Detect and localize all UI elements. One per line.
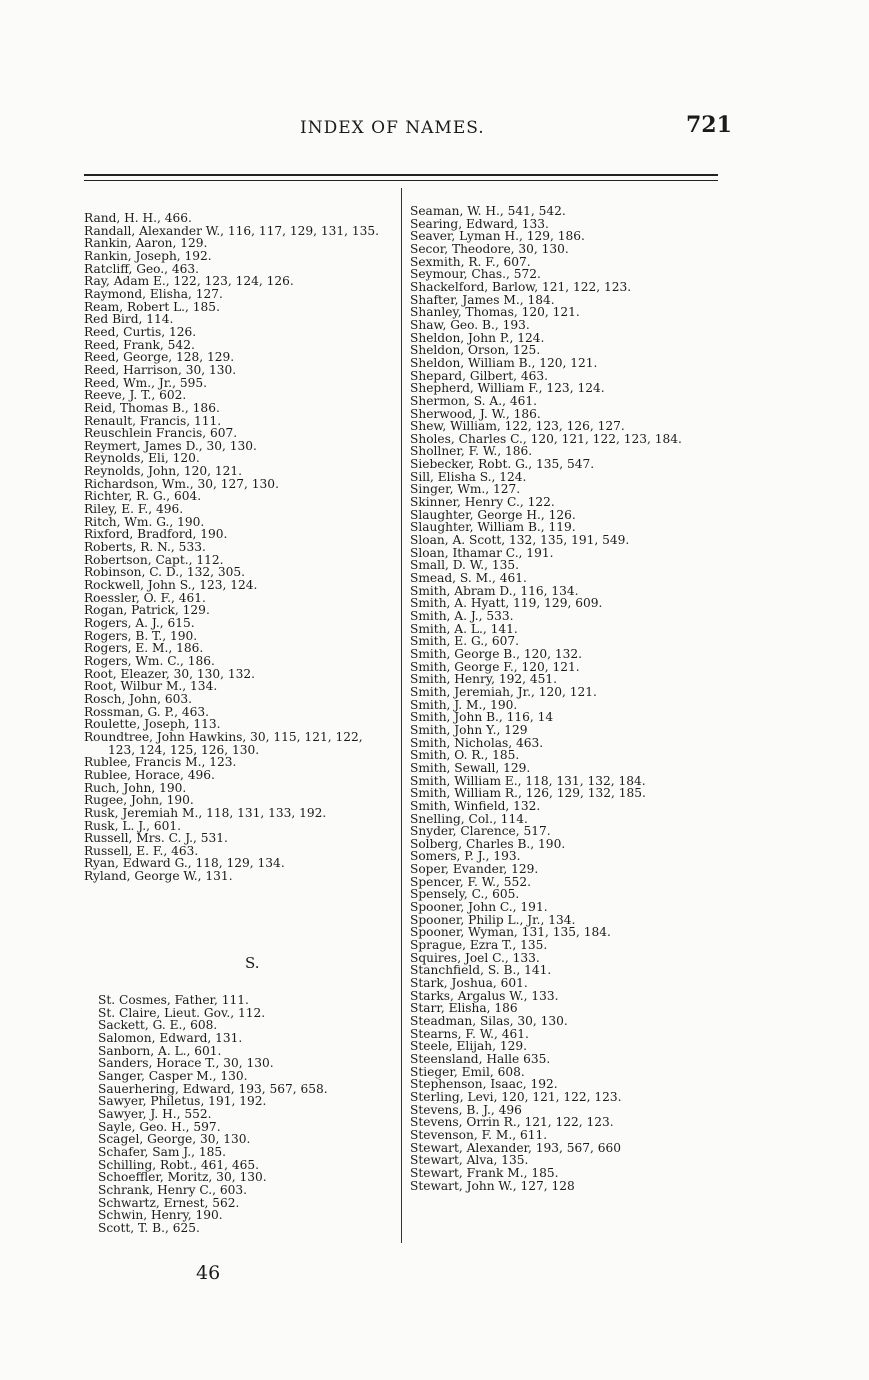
index-entry: Robertson, Capt., 112. <box>84 552 224 567</box>
index-entry: Reeve, J. T., 602. <box>84 388 187 403</box>
index-entry: Smith, O. R., 185. <box>410 748 520 763</box>
index-entry: Rublee, Horace, 496. <box>84 767 215 782</box>
index-entry: Renault, Francis, 111. <box>84 413 222 428</box>
index-entry: Salomon, Edward, 131. <box>98 1030 243 1045</box>
index-entry: Schwin, Henry, 190. <box>98 1208 223 1223</box>
index-entry: Sanborn, A. L., 601. <box>98 1043 222 1058</box>
index-entry: Smith, J. M., 190. <box>410 697 518 712</box>
index-entry: Schrank, Henry C., 603. <box>98 1182 248 1197</box>
index-entry: Rublee, Francis M., 123. <box>84 755 237 770</box>
index-entry: Richardson, Wm., 30, 127, 130. <box>84 476 279 491</box>
index-entry: Stewart, John W., 127, 128 <box>410 1178 575 1193</box>
index-entry: Root, Eleazer, 30, 130, 132. <box>84 666 256 681</box>
page-number: 721 <box>686 112 732 138</box>
header-rule <box>84 174 718 181</box>
index-entry: Stieger, Emil, 608. <box>410 1064 525 1079</box>
index-entry: Singer, Wm., 127. <box>410 482 521 497</box>
index-entry: Steensland, Halle 635. <box>410 1051 551 1066</box>
signature-mark: 46 <box>196 1262 221 1284</box>
index-entry: Steadman, Silas, 30, 130. <box>410 1014 568 1028</box>
index-entry: Smead, S. M., 461. <box>410 571 527 586</box>
index-entry: Sill, Elisha S., 124. <box>410 469 527 484</box>
index-entry: Sherwood, J. W., 186. <box>410 406 541 421</box>
index-entry: Stephenson, Isaac, 192. <box>410 1077 558 1092</box>
index-entry: Shaw, Geo. B., 193. <box>410 317 530 332</box>
index-entry: Seaver, Lyman H., 129, 186. <box>410 229 585 244</box>
index-entry: Stewart, Alexander, 193, 567, 660 <box>410 1140 622 1155</box>
index-entry: Seymour, Chas., 572. <box>410 267 541 282</box>
index-entry: Stanchfield, S. B., 141. <box>410 963 552 978</box>
index-entry: Smith, Abram D., 116, 134. <box>410 583 579 598</box>
index-entry: Reed, Wm., Jr., 595. <box>84 375 207 390</box>
index-entry: Shackelford, Barlow, 121, 122, 123. <box>410 279 632 294</box>
index-entry: Randall, Alexander W., 116, 117, 129, 131, 135. <box>84 223 379 238</box>
index-entry: Slaughter, George H., 126. <box>410 507 576 522</box>
index-entry: Smith, Jeremiah, Jr., 120, 121. <box>410 684 597 699</box>
left-column-s-entries <box>98 994 328 1234</box>
index-entry: St. Cosmes, Father, 111. <box>98 993 249 1007</box>
section-heading-s: S. <box>245 954 260 972</box>
index-entry: Red Bird, 114. <box>84 312 174 327</box>
index-entry: Reymert, James D., 30, 130. <box>84 438 257 453</box>
index-entry: Roundtree, John Hawkins, 30, 115, 121, 122, <box>84 729 363 744</box>
running-title: INDEX OF NAMES. <box>300 118 485 138</box>
index-entry: Sheldon, Orson, 125. <box>410 343 541 358</box>
index-entry: Roessler, O. F., 461. <box>84 590 206 605</box>
index-entry: Reed, Harrison, 30, 130. <box>84 362 237 377</box>
index-entry: Searing, Edward, 133. <box>410 216 549 231</box>
index-entry: Solberg, Charles B., 190. <box>410 836 566 851</box>
index-entry: Sawyer, J. H., 552. <box>98 1106 212 1121</box>
index-entry: Smith, Winfield, 132. <box>410 798 541 813</box>
index-entry: Snyder, Clarence, 517. <box>410 824 551 839</box>
index-entry: Sawyer, Philetus, 191, 192. <box>98 1094 267 1109</box>
index-entry: Reed, Frank, 542. <box>84 337 195 352</box>
index-entry: Reed, Curtis, 126. <box>84 324 197 339</box>
index-entry: Rogers, Wm. C., 186. <box>84 653 215 668</box>
index-entry: Smith, George B., 120, 132. <box>410 646 583 661</box>
index-entry: Smith, A. L., 141. <box>410 621 518 636</box>
index-entry: Stark, Joshua, 601. <box>410 976 528 991</box>
index-entry: Sackett, G. E., 608. <box>98 1018 218 1033</box>
index-entry: Stevens, B. J., 496 <box>410 1102 522 1117</box>
index-entry: Spensely, C., 605. <box>410 887 520 902</box>
index-entry: Reynolds, Eli, 120. <box>84 451 200 466</box>
index-entry: Shepard, Gilbert, 463. <box>410 368 549 383</box>
column-divider <box>401 188 402 1243</box>
index-entry: Smith, William E., 118, 131, 132, 184. <box>410 773 646 788</box>
index-entry: Ruch, John, 190. <box>84 780 187 795</box>
index-entry: Rankin, Aaron, 129. <box>84 236 208 251</box>
index-entry: Shollner, F. W., 186. <box>410 444 533 459</box>
index-entry: Rugee, John, 190. <box>84 793 194 808</box>
index-entry: Smith, E. G., 607. <box>410 634 520 649</box>
index-entry: Smith, John Y., 129 <box>410 722 528 737</box>
index-entry: Spooner, Wyman, 131, 135, 184. <box>410 925 611 940</box>
index-entry: Rockwell, John S., 123, 124. <box>84 578 258 593</box>
index-entry: Smith, A. J., 533. <box>410 609 514 623</box>
index-entry: Smith, John B., 116, 14 <box>410 710 554 725</box>
index-entry: Slaughter, William B., 119. <box>410 520 576 535</box>
right-column-entries <box>410 205 682 1192</box>
index-entry: Sholes, Charles C., 120, 121, 122, 123, 184. <box>410 431 682 446</box>
index-entry: Schoeffler, Moritz, 30, 130. <box>98 1170 267 1185</box>
left-column-r-entries <box>84 212 379 883</box>
index-entry: Spooner, Philip L., Jr., 134. <box>410 912 576 927</box>
index-entry: Secor, Theodore, 30, 130. <box>410 241 569 256</box>
index-entry: Reuschlein Francis, 607. <box>84 426 238 441</box>
index-entry: Snelling, Col., 114. <box>410 811 528 826</box>
index-entry: Smith, Sewall, 129. <box>410 760 531 775</box>
index-entry: Reynolds, John, 120, 121. <box>84 464 242 479</box>
index-entry: St. Claire, Lieut. Gov., 112. <box>98 1005 266 1020</box>
index-entry: Russell, E. F., 463. <box>84 843 199 858</box>
index-entry: Starks, Argalus W., 133. <box>410 988 559 1003</box>
index-entry: Smith, Nicholas, 463. <box>410 735 544 750</box>
index-entry: Raymond, Elisha, 127. <box>84 286 223 301</box>
index-entry: Rogers, A. J., 615. <box>84 616 195 630</box>
index-entry: Shermon, S. A., 461. <box>410 393 537 408</box>
index-entry: Richter, R. G., 604. <box>84 489 202 504</box>
index-entry: Sanger, Casper M., 130. <box>98 1068 248 1083</box>
index-entry: Rogers, B. T., 190. <box>84 628 198 643</box>
index-entry: Ratcliff, Geo., 463. <box>84 261 200 276</box>
index-entry: Rogers, E. M., 186. <box>84 641 204 656</box>
index-entry: Schafer, Sam J., 185. <box>98 1144 226 1159</box>
index-entry: Rankin, Joseph, 192. <box>84 248 212 263</box>
index-entry: Reed, George, 128, 129. <box>84 350 235 365</box>
index-entry: Russell, Mrs. C. J., 531. <box>84 831 228 846</box>
index-entry: Sheldon, William B., 120, 121. <box>410 355 598 370</box>
index-entry: Rusk, L. J., 601. <box>84 818 181 833</box>
index-entry: Sauerhering, Edward, 193, 567, 658. <box>98 1081 328 1096</box>
index-entry: Small, D. W., 135. <box>410 558 519 573</box>
index-entry: Robinson, C. D., 132, 305. <box>84 565 245 580</box>
index-entry: Siebecker, Robt. G., 135, 547. <box>410 457 595 472</box>
index-entry: Rixford, Bradford, 190. <box>84 527 228 542</box>
index-entry: Ryland, George W., 131. <box>84 869 233 884</box>
index-entry: Shanley, Thomas, 120, 121. <box>410 305 580 320</box>
index-entry: Schwartz, Ernest, 562. <box>98 1195 240 1210</box>
index-entry: Rand, H. H., 466. <box>84 211 192 225</box>
index-entry: Shepherd, William F., 123, 124. <box>410 381 605 396</box>
page-header <box>0 112 869 152</box>
index-entry: Smith, William R., 126, 129, 132, 185. <box>410 786 646 801</box>
index-entry: Ream, Robert L., 185. <box>84 299 220 314</box>
index-entry: Ritch, Wm. G., 190. <box>84 514 205 529</box>
index-entry: Sloan, Ithamar C., 191. <box>410 545 554 560</box>
index-entry: Stearns, F. W., 461. <box>410 1026 529 1041</box>
index-entry: Sanders, Horace T., 30, 130. <box>98 1056 274 1071</box>
index-entry: Smith, Henry, 192, 451. <box>410 672 557 687</box>
index-entry: Ryan, Edward G., 118, 129, 134. <box>84 856 285 871</box>
index-entry: Sheldon, John P., 124. <box>410 330 545 345</box>
index-entry: Stevenson, F. M., 611. <box>410 1127 548 1142</box>
index-entry: Root, Wilbur M., 134. <box>84 679 218 694</box>
index-entry: Soper, Evander, 129. <box>410 862 539 877</box>
index-entry: Reid, Thomas B., 186. <box>84 400 220 415</box>
index-entry: Sexmith, R. F., 607. <box>410 254 531 269</box>
index-entry: Scott, T. B., 625. <box>98 1220 200 1235</box>
index-entry: Sayle, Geo. H., 597. <box>98 1119 221 1134</box>
index-entry: Stevens, Orrin R., 121, 122, 123. <box>410 1115 614 1130</box>
index-entry: Ray, Adam E., 122, 123, 124, 126. <box>84 274 294 289</box>
index-entry: Rusk, Jeremiah M., 118, 131, 133, 192. <box>84 805 327 820</box>
index-entry: Stewart, Frank M., 185. <box>410 1165 559 1180</box>
index-entry: Stewart, Alva, 135. <box>410 1153 529 1168</box>
index-entry: Starr, Elisha, 186 <box>410 1001 518 1016</box>
index-entry: Smith, A. Hyatt, 119, 129, 609. <box>410 596 603 611</box>
index-entry: Shew, William, 122, 123, 126, 127. <box>410 419 625 434</box>
index-entry: 123, 124, 125, 126, 130. <box>108 742 260 757</box>
index-entry: Scagel, George, 30, 130. <box>98 1132 251 1147</box>
index-entry: Rosch, John, 603. <box>84 691 192 706</box>
index-entry: Steele, Elijah, 129. <box>410 1039 528 1054</box>
index-entry: Shafter, James M., 184. <box>410 292 555 307</box>
index-entry: Spooner, John C., 191. <box>410 900 548 915</box>
index-entry: Seaman, W. H., 541, 542. <box>410 204 566 218</box>
index-entry: Sprague, Ezra T., 135. <box>410 938 548 953</box>
index-entry: Sloan, A. Scott, 132, 135, 191, 549. <box>410 533 630 548</box>
index-entry: Roulette, Joseph, 113. <box>84 717 221 732</box>
index-entry: Somers, P. J., 193. <box>410 849 521 864</box>
index-entry: Sterling, Levi, 120, 121, 122, 123. <box>410 1089 622 1104</box>
index-entry: Squires, Joel C., 133. <box>410 950 540 965</box>
index-entry: Riley, E. F., 496. <box>84 502 184 517</box>
index-entry: Roberts, R. N., 533. <box>84 540 206 555</box>
index-entry: Spencer, F. W., 552. <box>410 874 531 889</box>
index-entry: Skinner, Henry C., 122. <box>410 495 555 510</box>
index-entry: Schilling, Robt., 461, 465. <box>98 1157 259 1172</box>
index-entry: Rossman, G. P., 463. <box>84 704 209 719</box>
index-entry: Smith, George F., 120, 121. <box>410 659 580 674</box>
index-entry: Rogan, Patrick, 129. <box>84 603 210 618</box>
